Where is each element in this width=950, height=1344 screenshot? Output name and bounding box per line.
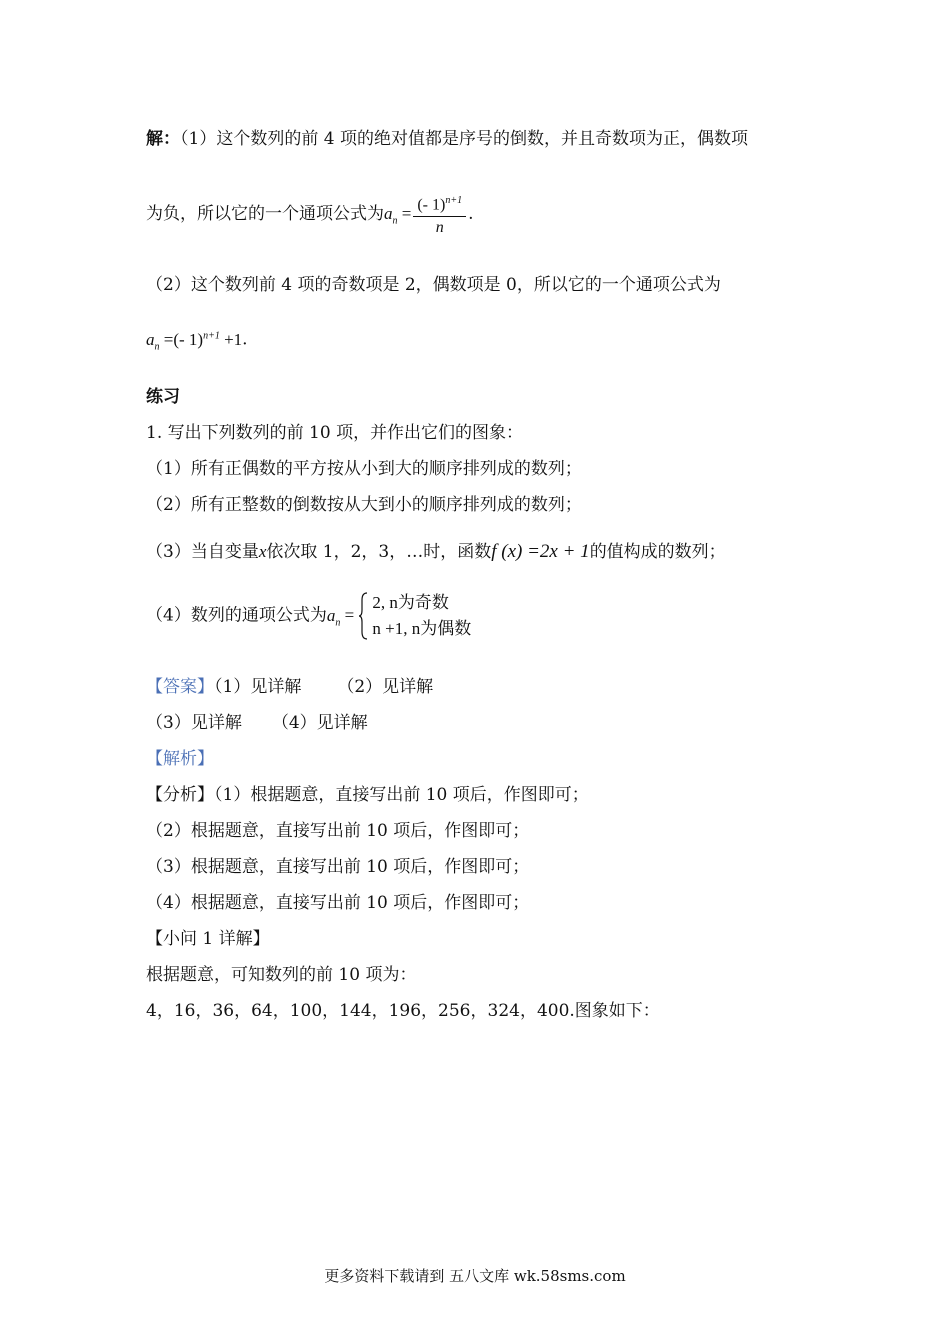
answer-line2: [146, 711, 368, 735]
detail-line1: 根据题意，可知数列的前 10 项为：: [146, 965, 417, 985]
formula-end-period: .: [468, 204, 474, 225]
exercise-question-1-4: （4）数列的通项公式为$a_n$ = 2, n为奇数 n +1, n为偶数: [146, 590, 471, 642]
solution-part1-text: （1）这个数列的前 4 项的绝对值都是序号的倒数，并且奇数项为正，偶数项: [180, 129, 748, 149]
answer-3: （3）见详解: [146, 713, 242, 733]
solution-part2-formula: [146, 324, 248, 359]
formula2-end-period: .: [242, 329, 248, 350]
formula2-lhs: $a_n$: [146, 329, 160, 353]
solution-part1-line1: [146, 127, 748, 151]
solution-label: 解：: [146, 129, 180, 149]
exercise-question-1-1: （1）所有正偶数的平方按从小到大的顺序排列成的数列；: [146, 459, 582, 479]
analysis-fenxi-line2: （2）根据题意，直接写出前 10 项后，作图即可；: [146, 821, 530, 841]
variable-x: x: [258, 542, 267, 561]
analysis-fenxi-line3: （3）根据题意，直接写出前 10 项后，作图即可；: [146, 857, 530, 877]
left-brace-icon: [358, 592, 368, 640]
function-formula: f (x) =2x + 1: [491, 541, 590, 562]
exercise-question-1-3: （3）当自变量x依次取 1，2，3，…时，函数f (x) =2x + 1的值构成的数列；: [146, 541, 726, 562]
answer-line1: [146, 675, 433, 699]
exercise-question-1-2: （2）所有正整数的倒数按从大到小的顺序排列成的数列；: [146, 495, 582, 515]
solution-part2-line1: [146, 273, 721, 297]
exercise-heading: 练习: [146, 387, 180, 407]
answer-4: （4）见详解: [271, 713, 368, 733]
formula2-rhs: =(- 1)$^{n+1}$ +1: [163, 329, 243, 349]
case-odd: 2, n为奇数: [372, 593, 449, 612]
solution-part1-line2: 为负，所以它的一个通项公式为$a_n$ = $\frac{(- 1)^{n+1}}{n}$ .: [146, 190, 473, 239]
piecewise-cases: [358, 590, 471, 642]
analysis-fenxi-line4: （4）根据题意，直接写出前 10 项后，作图即可；: [146, 893, 530, 913]
answer-label: 【答案】: [146, 677, 214, 697]
detail-line2: 4，16，36，64，100，144，196，256，324，400.图象如下：: [146, 1001, 660, 1021]
analysis-fenxi-line1: 【分析】（1）根据题意，直接写出前 10 项后，作图即可；: [146, 785, 589, 805]
fenxi-label: 【分析】: [146, 785, 214, 805]
formula-fraction: $\frac{(- 1)^{n+1}}{n}$: [413, 190, 466, 239]
answer-2: （2）见详解: [337, 677, 434, 697]
answer-1: （1）见详解: [214, 677, 302, 697]
formula-an-lhs: $a_n$: [384, 204, 398, 227]
detail-label: 【小问 1 详解】: [146, 929, 270, 949]
exercise-question-1: 1. 写出下列数列的前 10 项，并作出它们的图象：: [146, 423, 524, 443]
solution-part1-continuation: 为负，所以它的一个通项公式为: [146, 204, 384, 225]
case-even: n +1, n为偶数: [372, 619, 472, 638]
solution-part2-text: （2）这个数列前 4 项的奇数项是 2，偶数项是 0，所以它的一个通项公式为: [146, 275, 721, 295]
piecewise-lhs: $a_n$: [326, 605, 341, 628]
footer-download-note: 更多资料下载请到 五八文库 wk.58sms.com: [324, 1267, 626, 1285]
analysis-label: 【解析】: [146, 749, 214, 769]
